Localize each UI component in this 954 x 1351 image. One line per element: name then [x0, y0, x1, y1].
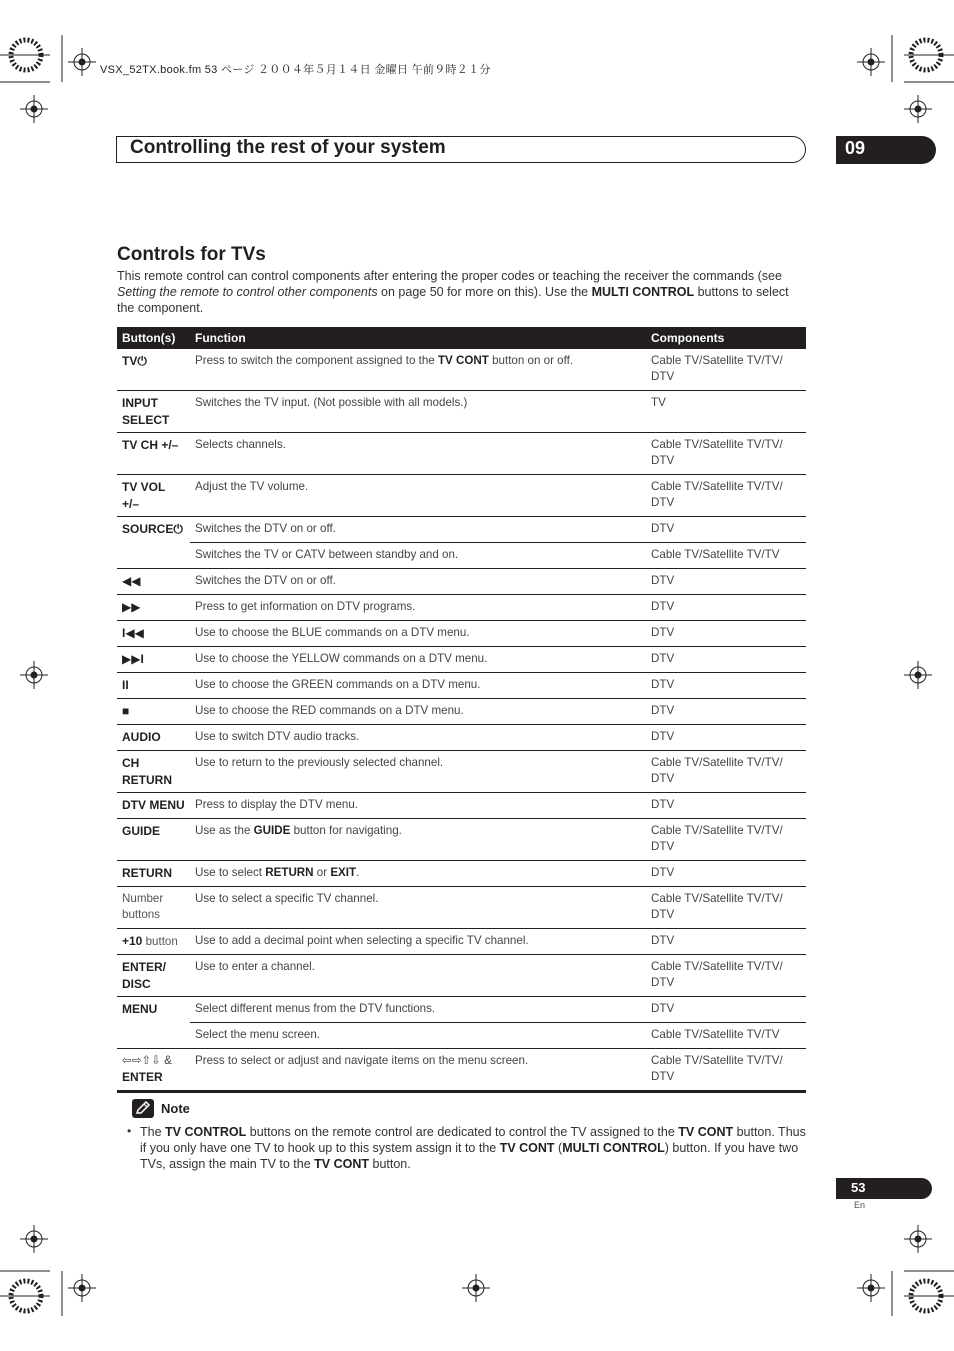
table-row — [117, 621, 806, 647]
button-label: GUIDE — [122, 824, 161, 838]
table-row — [117, 887, 806, 929]
components-cell: DTV — [646, 595, 806, 621]
table-row — [117, 391, 806, 433]
note-pencil-icon — [132, 1099, 154, 1118]
function-cell — [190, 673, 646, 699]
function-text: Switches the TV or CATV between standby and on. — [195, 548, 459, 561]
note-bold: TV CONT — [499, 1141, 555, 1155]
button-cell — [117, 955, 190, 997]
function-cell — [190, 595, 646, 621]
components-cell: DTV — [646, 861, 806, 887]
button-label: SOURCE⏻ — [122, 522, 183, 536]
note-text — [140, 1124, 807, 1172]
function-text: Use to add a decimal point when selecting a specific TV channel. — [195, 934, 529, 947]
table-row — [117, 725, 806, 751]
button-label: ■ — [122, 704, 130, 718]
button-cell — [117, 517, 190, 569]
function-text: Use to select a specific TV channel. — [195, 892, 379, 905]
section-title: Controls for TVs — [117, 244, 266, 265]
function-bold: EXIT — [330, 866, 357, 879]
button-label: CH RETURN — [122, 756, 172, 787]
function-cell — [190, 955, 646, 997]
table-row — [117, 349, 806, 391]
table-row — [117, 997, 806, 1023]
table-row — [117, 793, 806, 819]
function-text: Select the menu screen. — [195, 1028, 321, 1041]
button-cell — [117, 725, 190, 751]
intro-paragraph: This remote control can control components after entering the proper codes or teaching the receiver the commands (see Setting the remote to control other components on page 50 for more on this). Use the MULTI CONTROL buttons to select the component. — [117, 269, 789, 315]
button-cell — [117, 997, 190, 1049]
table-row — [117, 955, 806, 997]
function-cell — [190, 751, 646, 793]
function-cell — [190, 647, 646, 673]
note-run: ( — [554, 1141, 563, 1155]
components-cell: DTV — [646, 997, 806, 1023]
page-language: En — [854, 1200, 866, 1210]
button-cell — [117, 475, 190, 517]
function-text: Use to choose the RED commands on a DTV menu. — [195, 704, 464, 717]
button-label: ENTER/ DISC — [122, 960, 167, 991]
table-row — [117, 475, 806, 517]
components-cell: DTV — [646, 725, 806, 751]
button-cell — [117, 621, 190, 647]
components-cell: Cable TV/Satellite TV/TV/ DTV — [646, 819, 806, 861]
note-run: ) button. If you have two TVs, assign the main TV to the — [140, 1141, 799, 1171]
note-run: button. Thus if you only have one TV to hook up to this system assign it to the — [140, 1125, 806, 1155]
button-cell — [117, 391, 190, 433]
note-bold: MULTI CONTROL — [562, 1141, 665, 1155]
function-cell — [190, 391, 646, 433]
components-cell: Cable TV/Satellite TV/TV/ DTV — [646, 887, 806, 929]
button-label: INPUT SELECT — [122, 396, 170, 427]
function-text: Switches the DTV on or off. — [195, 522, 336, 535]
note-title: Note — [161, 1101, 190, 1116]
button-cell — [117, 887, 190, 929]
function-text: Use to choose the YELLOW commands on a DTV menu. — [195, 652, 488, 665]
button-cell — [117, 861, 190, 887]
function-cell — [190, 517, 646, 543]
button-cell — [117, 569, 190, 595]
components-cell: TV — [646, 391, 806, 433]
function-text: Use as the — [195, 824, 254, 837]
note-bullet: • — [127, 1124, 132, 1138]
button-label: ▶▶ — [122, 600, 141, 614]
function-text: Switches the TV input. (Not possible with all models.) — [195, 396, 468, 409]
components-cell: DTV — [646, 699, 806, 725]
function-cell — [190, 929, 646, 955]
table-row — [117, 1023, 806, 1049]
function-text: button for navigating. — [290, 824, 402, 837]
note-run: buttons on the remote control are dedicated to control the TV assigned to the — [246, 1125, 679, 1139]
components-cell: Cable TV/Satellite TV/TV/ DTV — [646, 475, 806, 517]
function-text: Use to return to the previously selected channel. — [195, 756, 444, 769]
button-cell — [117, 699, 190, 725]
file-header: VSX_52TX.book.fm 53 ページ ２００４年５月１４日 金曜日 午前９時２１分 — [100, 64, 491, 76]
button-cell — [117, 647, 190, 673]
button-label: ◀◀ — [122, 574, 141, 588]
table-row — [117, 929, 806, 955]
button-label: Number buttons — [122, 892, 164, 921]
components-cell: Cable TV/Satellite TV/TV/ DTV — [646, 433, 806, 475]
function-text: Selects channels. — [195, 438, 286, 451]
components-cell: Cable TV/Satellite TV/TV/ DTV — [646, 955, 806, 997]
function-text: Adjust the TV volume. — [195, 480, 309, 493]
button-label: MENU — [122, 1002, 158, 1016]
function-bold: TV CONT — [437, 354, 489, 367]
button-label: +10 — [122, 934, 143, 948]
table-row — [117, 517, 806, 543]
table-row — [117, 673, 806, 699]
note-run: button. — [369, 1157, 411, 1171]
function-text: or — [313, 866, 331, 879]
button-cell — [117, 433, 190, 475]
button-cell — [117, 1049, 190, 1092]
function-text: Switches the DTV on or off. — [195, 574, 336, 587]
button-label: DTV MENU — [122, 798, 185, 812]
button-cell — [117, 751, 190, 793]
button-prefix: ⇦⇨⇧⇩ & — [122, 1054, 172, 1067]
table-row — [117, 595, 806, 621]
button-label: II — [122, 678, 129, 692]
function-cell — [190, 861, 646, 887]
table-row — [117, 819, 806, 861]
function-text: . — [356, 866, 360, 879]
header-components: Components — [646, 327, 806, 349]
function-cell — [190, 543, 646, 569]
button-cell — [117, 595, 190, 621]
table-row — [117, 647, 806, 673]
button-label: TV CH +/– — [122, 438, 179, 452]
table-row — [117, 861, 806, 887]
function-cell — [190, 1049, 646, 1092]
function-cell — [190, 621, 646, 647]
function-cell — [190, 793, 646, 819]
function-cell — [190, 699, 646, 725]
components-cell: Cable TV/Satellite TV/TV/ DTV — [646, 1049, 806, 1092]
function-bold: GUIDE — [253, 824, 291, 837]
button-label: AUDIO — [122, 730, 161, 744]
note-bold: TV CONTROL — [165, 1125, 247, 1139]
components-cell: Cable TV/Satellite TV/TV/ DTV — [651, 354, 783, 383]
components-cell: DTV — [646, 673, 806, 699]
intro-reference: Setting the remote to control other components — [117, 285, 378, 299]
components-cell: DTV — [646, 929, 806, 955]
components-cell: DTV — [646, 621, 806, 647]
function-cell — [190, 725, 646, 751]
components-cell: DTV — [646, 647, 806, 673]
function-cell — [190, 349, 646, 391]
components-cell: Cable TV/Satellite TV/TV/ DTV — [646, 751, 806, 793]
function-cell — [190, 887, 646, 929]
table-row — [117, 433, 806, 475]
function-text: Use to enter a channel. — [195, 960, 315, 973]
button-label: ▶▶I — [122, 652, 144, 666]
page-number: 53 — [851, 1180, 866, 1195]
button-label: TV VOL +/– — [122, 480, 166, 511]
function-text: Use to choose the GREEN commands on a DTV menu. — [195, 678, 481, 691]
function-text: Select different menus from the DTV functions. — [195, 1002, 436, 1015]
button-cell — [117, 929, 190, 955]
header-buttons: Button(s) — [117, 327, 190, 349]
button-label: ENTER — [122, 1070, 163, 1084]
button-label: RETURN — [122, 866, 172, 880]
function-bold: RETURN — [265, 866, 314, 879]
button-suffix: button — [142, 935, 178, 948]
button-cell — [117, 349, 190, 391]
components-cell: Cable TV/Satellite TV/TV — [646, 1023, 806, 1049]
button-cell — [117, 673, 190, 699]
button-label: I◀◀ — [122, 626, 144, 640]
note-run: The — [140, 1125, 166, 1139]
function-cell — [190, 1023, 646, 1049]
function-text: Use to switch DTV audio tracks. — [195, 730, 360, 743]
function-text: Use to choose the BLUE commands on a DTV menu. — [195, 626, 470, 639]
header-function: Function — [190, 327, 646, 349]
function-cell — [190, 475, 646, 517]
function-cell — [190, 997, 646, 1023]
button-cell — [117, 793, 190, 819]
controls-table — [117, 327, 806, 1093]
function-text: Press to select or adjust and navigate items on the menu screen. — [195, 1054, 529, 1067]
function-cell — [190, 819, 646, 861]
button-cell — [117, 819, 190, 861]
function-text: button on or off. — [488, 354, 574, 367]
function-text: Press to get information on DTV programs. — [195, 600, 416, 613]
components-cell: Cable TV/Satellite TV/TV — [646, 543, 806, 569]
components-cell: DTV — [646, 569, 806, 595]
table-header-row — [117, 327, 806, 349]
function-cell — [190, 569, 646, 595]
table-row — [117, 1049, 806, 1092]
function-text: Press to display the DTV menu. — [195, 798, 359, 811]
table-row — [117, 569, 806, 595]
button-label: TV⏻ — [122, 354, 147, 368]
table-row — [117, 699, 806, 725]
note-bold: TV CONT — [678, 1125, 734, 1139]
note-bold: TV CONT — [314, 1157, 370, 1171]
components-cell: DTV — [646, 517, 806, 543]
function-text: Use to select — [195, 866, 266, 879]
page-title: Controlling the rest of your system — [130, 137, 446, 158]
function-cell — [190, 433, 646, 475]
table-row — [117, 751, 806, 793]
table-row — [117, 543, 806, 569]
function-text: Press to switch the component assigned to the — [195, 354, 438, 367]
components-cell: DTV — [646, 793, 806, 819]
chapter-number: 09 — [845, 138, 866, 158]
